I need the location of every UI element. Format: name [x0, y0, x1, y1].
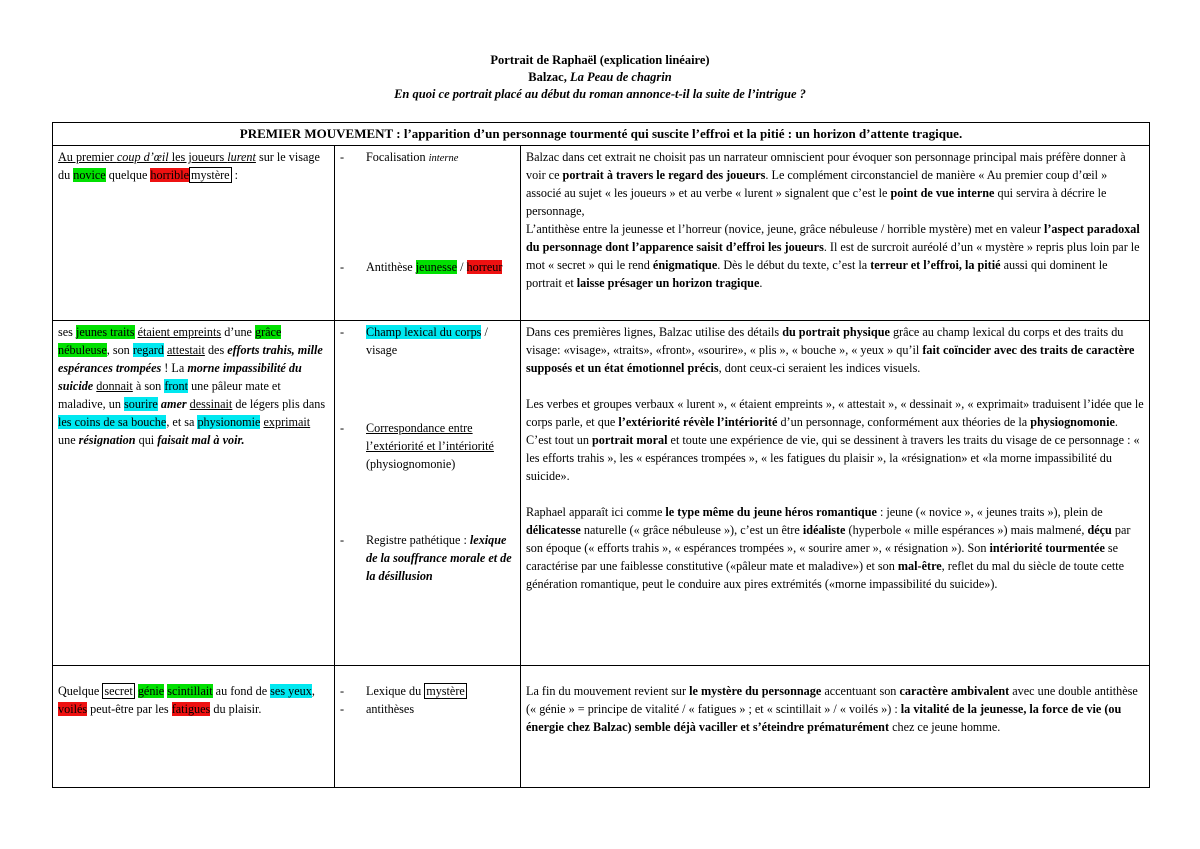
- highlight-cyan: les coins de sa bouche: [58, 415, 167, 429]
- quote-text: Au premier: [58, 150, 117, 164]
- boxed-word: secret: [104, 684, 133, 698]
- quote-text: morne impassibilité du suicide: [58, 361, 302, 393]
- quote-text: exprimait: [263, 415, 311, 429]
- process-item: [340, 682, 515, 700]
- process-cell-3: [335, 666, 521, 788]
- doc-subtitle: [0, 69, 1200, 86]
- analysis-paragraph: L’antithèse entre la jeunesse et l’horreur (novice, jeune, grâce nébuleuse / horrible mystère) met en valeur l’aspect paradoxal du personnage dont l’apparence saisit d’effroi les joueurs. Il est de surcroit auréolé d’un « mystère » repris plus loin par le mot « secret » qui le rend énigmatique. Dès le début du texte, c’est la terreur et l’effroi, la pitié aussi qui dominent le portrait et laisse présager un horizon tragique.: [526, 222, 1140, 290]
- process-label: Antithèse: [366, 260, 416, 274]
- quote-text: lurent: [227, 150, 256, 164]
- process-item: [340, 323, 515, 359]
- analysis-cell-1: [521, 146, 1150, 321]
- quote-text: attestait: [166, 343, 205, 357]
- process-cell-2: [335, 321, 521, 666]
- bullet-dash: -: [340, 533, 345, 547]
- highlight-red: fatigues: [171, 702, 211, 716]
- quote-text: ses: [58, 325, 76, 339]
- highlight-green: génie: [137, 684, 165, 698]
- quote-text: faisait mal à voir.: [157, 433, 245, 447]
- highlight-red: horreur: [466, 260, 503, 274]
- analysis-paragraph: Raphael apparaît ici comme le type même du jeune héros romantique : jeune (« novice », « jeunes traits »), plein de délicatesse naturelle (« grâce nébuleuse »), c’est un être idéaliste (hyperbole « mille espérances ») mais malmené, déçu par son époque (« efforts trahis », « espérances trompées », « sourire amer », « résignation »). Son intériorité tourmentée se caractérise par une faiblesse constitutive («pâleur mate et maladive») et son mal-être, reflet du mal du siècle de toute cette génération romantique, peut le conduire aux pires extrémités («morne impassibilité du suicide»).: [526, 505, 1131, 591]
- quote-cell-1: [53, 146, 335, 321]
- process-label: /: [457, 260, 467, 274]
- process-item: [340, 148, 515, 168]
- quote-text: coup d’œil: [116, 150, 169, 164]
- process-label: / visage: [366, 325, 488, 357]
- process-cell-1: [335, 146, 521, 321]
- quote-text: étaient empreints: [137, 325, 222, 339]
- process-label: antithèses: [366, 702, 415, 716]
- quote-text: Quelque: [58, 684, 103, 698]
- analysis-cell-2: [521, 321, 1150, 666]
- quote-text: efforts trahis, mille espérances trompées: [58, 343, 323, 375]
- document-header: [0, 52, 1200, 103]
- analysis-paragraph: Les verbes et groupes verbaux « lurent », « étaient empreints », « attestait », « dessinait », « exprimait» traduisent l’idée que le corps parle, et que l’extériorité révèle l’intériorité d’un personnage, conformément aux théories de la physiognomonie. C’est tout un portrait moral et toute une expérience de vie, qui se dessinent à travers les traits du visage de ce personnage : « les efforts trahis », les « espérances trompées », « les fatigues du plaisir », la «résignation» et «la morne impassibilité du suicide».: [526, 397, 1144, 483]
- quote-text: résignation: [78, 433, 136, 447]
- movement-title: PREMIER MOUVEMENT : l’apparition d’un personnage tourmenté qui suscite l’effroi et la pitié : un horizon d’attente tragique.: [53, 123, 1150, 146]
- highlight-green: jeunesse: [415, 260, 458, 274]
- boxed-word: mystère: [191, 168, 230, 182]
- quote-text: les joueurs: [168, 150, 228, 164]
- bullet-dash: -: [340, 684, 345, 698]
- quote-text: :: [231, 168, 239, 182]
- bullet-dash: -: [340, 260, 345, 274]
- bullet-dash: -: [340, 702, 345, 716]
- analysis-table: [52, 122, 1150, 788]
- process-item: [340, 258, 515, 276]
- highlight-cyan: Champ lexical du corps: [366, 325, 482, 339]
- highlight-cyan: sourire: [124, 397, 158, 411]
- process-label: Lexique du: [366, 684, 425, 698]
- bullet-dash: -: [340, 421, 345, 435]
- work-title: La Peau de chagrin: [569, 70, 672, 84]
- process-label: lexique de la souffrance morale et de la désillusion: [366, 533, 512, 583]
- bullet-dash: -: [340, 150, 345, 164]
- process-item: [340, 700, 515, 718]
- analysis-paragraph: Dans ces premières lignes, Balzac utilise des détails du portrait physique grâce au champ lexical du corps et des traits du visage: «visage», «traits», «front», «sourire», « plis », « bouche », « yeux » qu’il fait coïncider avec des traits de caractère supposés et un état émotionnel précis, dont ceux-ci seraient les indices visuels.: [526, 325, 1135, 375]
- boxed-word: mystère: [426, 684, 465, 698]
- highlight-green: novice: [73, 168, 106, 182]
- process-item: [340, 531, 515, 585]
- quote-text: sur le visage du: [58, 150, 320, 182]
- process-label: Correspondance entre l’extériorité et l’intériorité: [366, 421, 494, 453]
- highlight-cyan: regard: [132, 343, 164, 357]
- analysis-cell-3: [521, 666, 1150, 788]
- process-label: (physiognomonie): [366, 457, 456, 471]
- process-label: Focalisation: [366, 150, 429, 164]
- analysis-paragraph: La fin du mouvement revient sur le mystère du personnage accentuant son caractère ambivalent avec une double antithèse (« génie » = principe de vitalité / « fatigues » ; et « scintillait » / « voilés ») : la vitalité de la jeunesse, la force de vie (ou énergie chez Balzac) semble déjà vaciller et s’éteindre prématurément chez ce jeune homme.: [526, 684, 1138, 734]
- quote-cell-2: ses jeunes traits étaient empreints d’une grâce nébuleuse, son regard attestait des efforts trahis, mille espérances trompées ! La morne impassibilité du suicide donnait à son front une pâleur mate et maladive, un sourire amer dessinait de légers plis dans les coins de sa bouche, et sa physionomie exprimait une résignation qui faisait mal à voir.: [53, 321, 335, 666]
- quote-text: donnait: [96, 379, 133, 393]
- process-label: Registre pathétique :: [366, 533, 470, 547]
- author: Balzac,: [528, 70, 570, 84]
- process-item: [340, 419, 515, 473]
- doc-question: En quoi ce portrait placé au début du roman annonce-t-il la suite de l’intrigue ?: [394, 87, 806, 101]
- highlight-cyan: ses yeux: [270, 684, 312, 698]
- bullet-dash: -: [340, 325, 345, 339]
- process-label: interne: [428, 153, 459, 164]
- quote-text: amer: [160, 397, 187, 411]
- highlight-green: jeunes traits: [75, 325, 135, 339]
- doc-title: Portrait de Raphaël (explication linéaire): [490, 53, 710, 67]
- analysis-paragraph: Balzac dans cet extrait ne choisit pas un narrateur omniscient pour évoquer son personnage principal mais préfère donner à voir ce portrait à travers le regard des joueurs. Le complément circonstanciel de manière « Au premier coup d’œil » associé au sujet « les joueurs » et au verbe « lurent » signalent que c’est le point de vue interne qui servira à décrire le personnage,: [526, 150, 1126, 218]
- quote-cell-3: Quelque secret génie scintillait au fond de ses yeux, voilés peut-être par les fatigues du plaisir.: [53, 666, 335, 788]
- highlight-cyan: physionomie: [197, 415, 261, 429]
- highlight-green: scintillait: [167, 684, 213, 698]
- quote-text: quelque: [105, 168, 151, 182]
- highlight-red: horrible: [150, 168, 190, 182]
- highlight-red: voilés: [58, 702, 88, 716]
- quote-text: dessinait: [189, 397, 233, 411]
- highlight-green: grâce nébuleuse: [58, 325, 282, 357]
- highlight-cyan: front: [164, 379, 189, 393]
